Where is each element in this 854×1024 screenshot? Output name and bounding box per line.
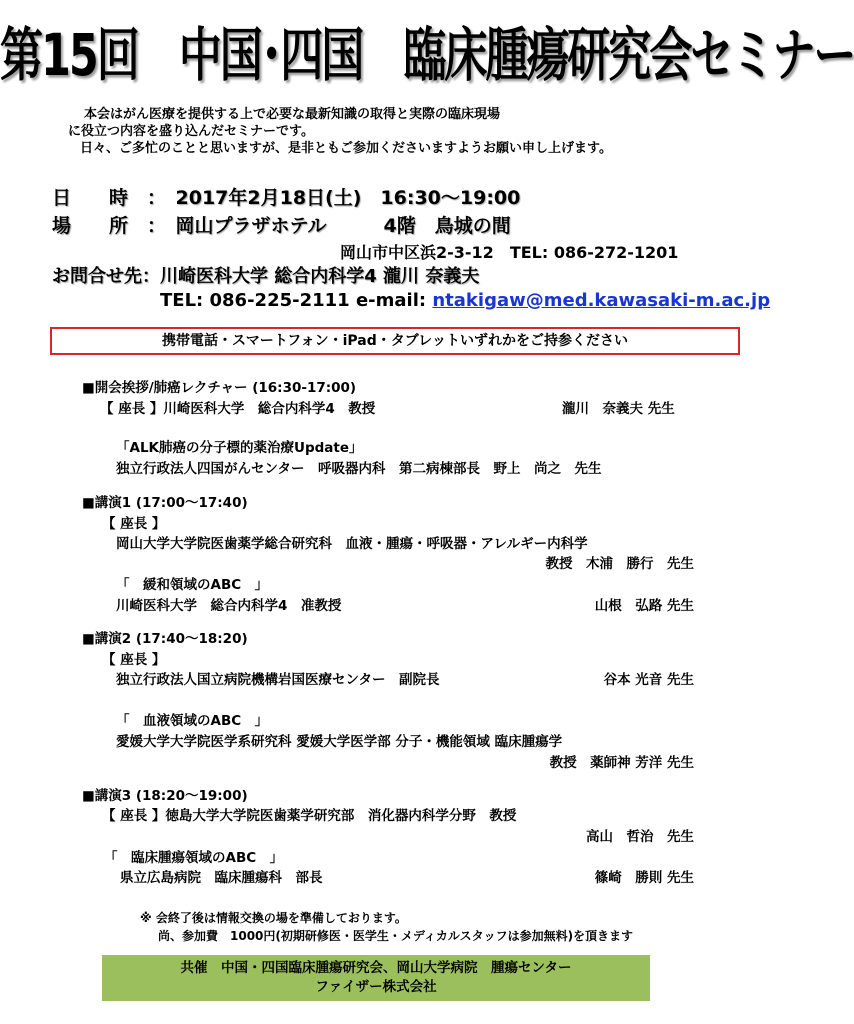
- contact-line: お問合せ先：川崎医科大学 総合内科学4 瀧川 奈義夫: [52, 266, 480, 287]
- intro-line-1: 本会はがん医療を提供する上で必要な最新知識の取得と実際の臨床現場: [84, 107, 501, 122]
- footnote-2: 尚、参加費 1000円(初期研修医・医学生・メディカルスタッフは参加無料)を頂きます: [158, 929, 634, 943]
- chair-line: 岡山大学大学院医歯薬学総合研究科 血液・腫瘍・呼吸器・アレルギー内科学: [116, 536, 588, 552]
- section-header-lecture-1: ■講演1 (17:00～17:40): [82, 495, 248, 511]
- section-header-opening: ■開会挨拶/肺癌レクチャー (16:30-17:00): [82, 380, 357, 396]
- sponsor-box: [102, 955, 650, 1001]
- chair-line: 【 座長 】徳島大学大学院医歯薬学研究部 消化器内科学分野 教授: [102, 808, 517, 824]
- speaker-line: 川崎医科大学 総合内科学4 准教授: [116, 598, 342, 614]
- chair-name: 瀧川 奈義夫 先生: [562, 401, 675, 417]
- chair-name: 高山 哲治 先生: [586, 829, 694, 845]
- notice-box: 携帯電話・スマートフォン・iPad・タブレットいずれかをご持参ください: [50, 327, 740, 355]
- intro-line-3: 日々、ご多忙のことと思いますが、是非ともご参加くださいますようお願い申し上げます。: [80, 141, 612, 156]
- intro-text: [50, 106, 612, 157]
- speaker-name: 篠崎 勝則 先生: [594, 870, 694, 886]
- page-title: 第15回 中国･四国 臨床腫瘍研究会セミナー: [0, 22, 854, 90]
- speaker-line: 県立広島病院 臨床腫瘍科 部長: [120, 870, 323, 886]
- talk-title: 「 臨床腫瘍領域のABC 」: [104, 850, 284, 866]
- section-header-lecture-2: ■講演2 (17:40～18:20): [82, 631, 248, 647]
- section-header-lecture-3: ■講演3 (18:20～19:00): [82, 788, 248, 804]
- chair-label: 【 座長 】: [102, 516, 166, 532]
- chair-label: 【 座長 】: [102, 652, 166, 668]
- sponsor-line-1: 共催 中国・四国臨床腫瘍研究会、岡山大学病院 腫瘍センター: [180, 960, 572, 976]
- contact-email-link[interactable]: ntakigaw@med.kawasaki-m.ac.jp: [432, 290, 771, 311]
- chair-line: 【 座長 】川崎医科大学 総合内科学4 教授: [100, 401, 376, 417]
- speaker-name: 山根 弘路 先生: [594, 598, 694, 614]
- talk-title: 「ALK肺癌の分子標的薬治療Update」: [116, 440, 363, 456]
- intro-line-2: に役立つ内容を盛り込んだセミナーです。: [68, 124, 314, 139]
- contact-tel-line: [160, 290, 770, 311]
- venue-address: 岡山市中区浜2-3-12 TEL: 086-272-1201: [340, 243, 679, 262]
- speaker-line: 愛媛大学大学院医学系研究科 愛媛大学医学部 分子・機能領域 臨床腫瘍学: [116, 734, 563, 750]
- venue-line: 場 所 ： 岡山プラザホテル 4階 鳥城の間: [52, 215, 511, 237]
- datetime-line: 日 時 ： 2017年2月18日(土) 16:30～19:00: [52, 187, 521, 209]
- talk-title: 「 血液領域のABC 」: [116, 713, 269, 729]
- contact-tel: TEL: 086-225-2111 e-mail:: [160, 290, 433, 311]
- chair-line: 独立行政法人国立病院機構岩国医療センター 副院長: [116, 672, 440, 688]
- sponsor-line-2: ファイザー株式会社: [315, 979, 437, 995]
- talk-title: 「 緩和領域のABC 」: [116, 577, 269, 593]
- chair-name: 谷本 光音 先生: [603, 672, 694, 688]
- footnote-1: ※ 会終了後は情報交換の場を準備しております。: [140, 911, 407, 925]
- chair-name: 教授 木浦 勝行 先生: [545, 556, 694, 572]
- speaker-line: 独立行政法人四国がんセンター 呼吸器内科 第二病棟部長 野上 尚之 先生: [116, 461, 602, 477]
- speaker-name: 教授 薬師神 芳洋 先生: [549, 755, 694, 771]
